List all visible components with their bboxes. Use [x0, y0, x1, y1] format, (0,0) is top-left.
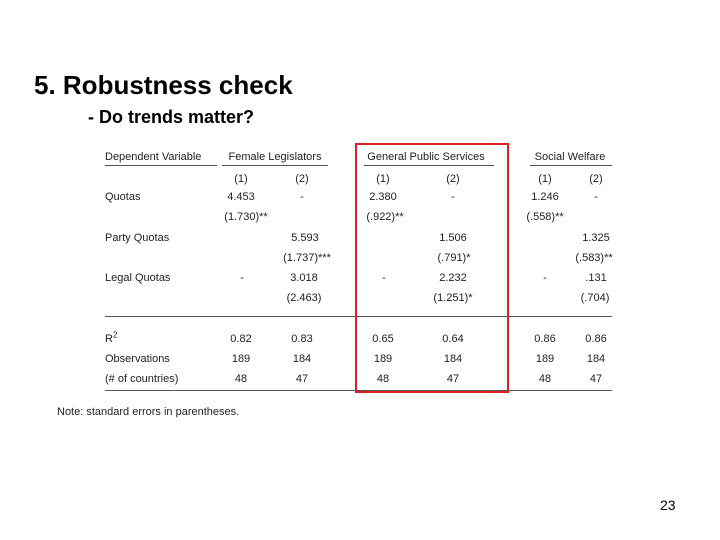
table-cell: 0.65 — [372, 333, 394, 345]
table-cell-se: (.922)** — [366, 211, 404, 223]
header-rule — [105, 165, 217, 166]
table-cell: 48 — [376, 373, 390, 385]
table-cell: 184 — [586, 353, 606, 365]
table-cell: 4.453 — [227, 191, 255, 203]
table-cell: 189 — [535, 353, 555, 365]
table-cell: 0.86 — [585, 333, 607, 345]
row-label-party-quotas: Party Quotas — [105, 232, 170, 244]
table-cell: 47 — [589, 373, 603, 385]
header-rule — [222, 165, 328, 166]
column-number: (1) — [376, 173, 390, 185]
header-social-welfare: Social Welfare — [534, 151, 606, 163]
table-cell: 1.246 — [531, 191, 559, 203]
table-cell: 1.325 — [582, 232, 610, 244]
column-number: (2) — [446, 173, 460, 185]
table-cell: 0.82 — [230, 333, 252, 345]
table-note: Note: standard errors in parentheses. — [57, 406, 240, 418]
slide-subtitle: - Do trends matter? — [88, 107, 255, 127]
table-cell: - — [240, 272, 244, 284]
table-cell: - — [382, 272, 386, 284]
row-label-quotas: Quotas — [105, 191, 141, 203]
row-label-countries: (# of countries) — [105, 373, 179, 385]
page-number: 23 — [660, 497, 676, 513]
table-cell: 48 — [538, 373, 552, 385]
column-number: (1) — [234, 173, 248, 185]
table-cell: 2.232 — [439, 272, 467, 284]
table-cell-se: (.791)* — [437, 252, 471, 264]
table-cell-se: (2.463) — [286, 292, 322, 304]
table-cell: 5.593 — [291, 232, 319, 244]
table-cell: 3.018 — [290, 272, 318, 284]
table-cell: - — [594, 191, 598, 203]
table-cell: 189 — [373, 353, 393, 365]
header-general-public-services: General Public Services — [367, 151, 485, 163]
table-cell-se: (.704) — [580, 292, 610, 304]
row-label-r-squared: $R^2$ — [105, 330, 118, 345]
row-label-observations: Observations — [105, 353, 170, 365]
table-cell-se: (.558)** — [526, 211, 564, 223]
table-cell: 184 — [443, 353, 463, 365]
table-cell: 2.380 — [369, 191, 397, 203]
table-cell: 184 — [292, 353, 312, 365]
table-cell: .131 — [585, 272, 607, 284]
column-number: (2) — [589, 173, 603, 185]
table-cell: 48 — [234, 373, 248, 385]
column-number: (2) — [295, 173, 309, 185]
table-cell: 0.83 — [291, 333, 313, 345]
header-dependent-variable: Dependent Variable — [105, 151, 202, 163]
highlight-box — [355, 143, 509, 393]
header-female-legislators: Female Legislators — [228, 151, 322, 163]
table-cell-se: (1.730)** — [224, 211, 268, 223]
row-label-legal-quotas: Legal Quotas — [105, 272, 171, 284]
table-cell: 47 — [295, 373, 309, 385]
slide-title: 5. Robustness check — [34, 70, 293, 100]
table-cell: 0.86 — [534, 333, 556, 345]
table-cell: 0.64 — [442, 333, 464, 345]
table-cell: - — [543, 272, 547, 284]
table-cell: 189 — [231, 353, 251, 365]
column-number: (1) — [538, 173, 552, 185]
table-cell-se: (1.251)* — [433, 292, 473, 304]
table-cell: - — [451, 191, 455, 203]
table-cell: - — [300, 191, 304, 203]
table-cell-se: (.583)** — [575, 252, 613, 264]
header-rule — [530, 165, 612, 166]
table-cell-se: (1.737)*** — [283, 252, 331, 264]
table-cell: 47 — [446, 373, 460, 385]
table-cell: 1.506 — [439, 232, 467, 244]
